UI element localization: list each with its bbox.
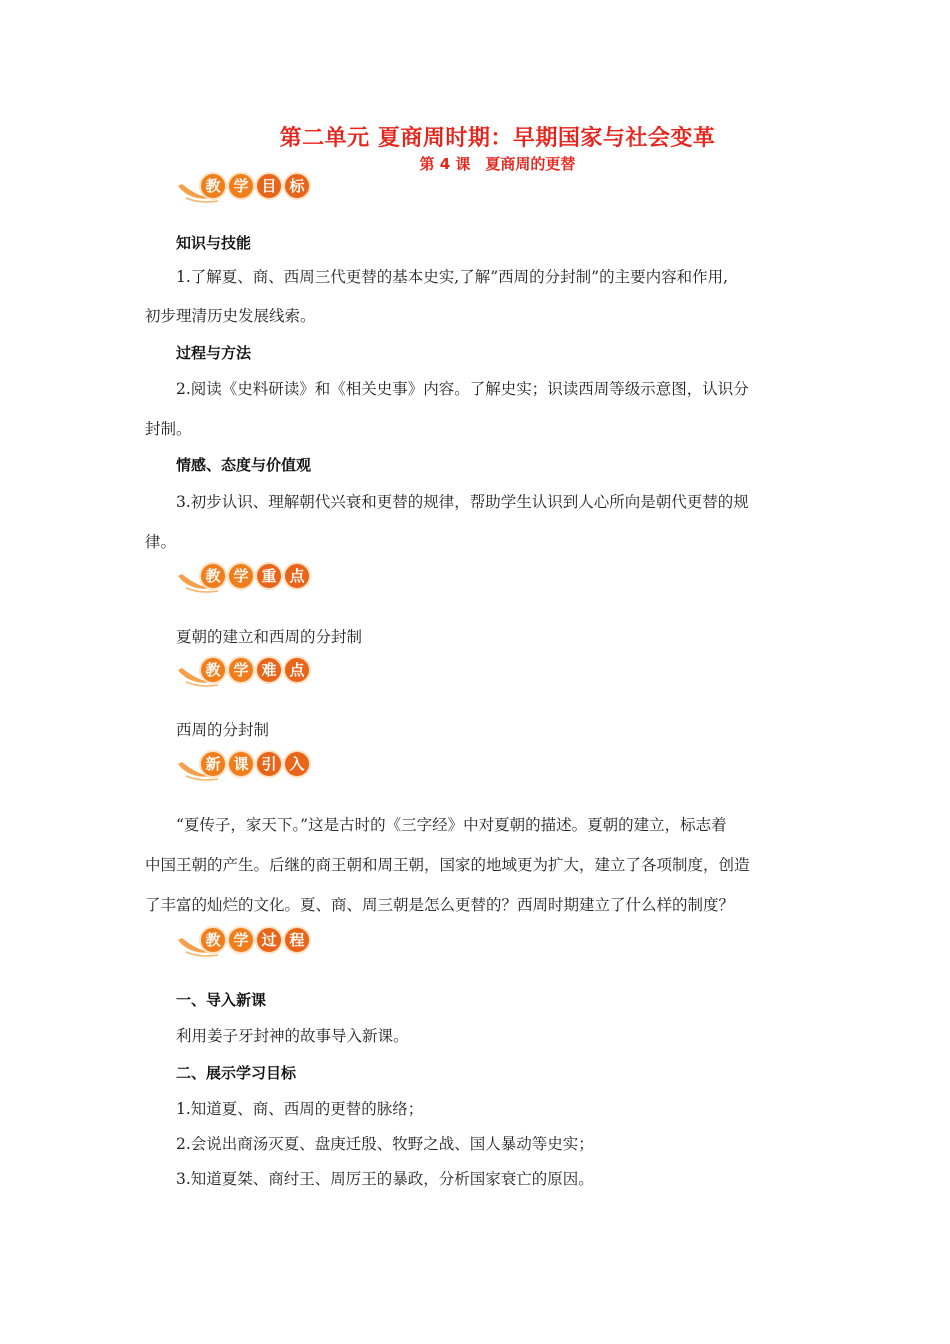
emotion-line-2: 律。	[145, 533, 177, 551]
badge-char: 学	[227, 656, 255, 684]
process-method-line-2: 封制。	[145, 420, 192, 438]
badge-char: 新	[199, 750, 227, 778]
badge-char: 入	[283, 750, 311, 778]
badge-char: 点	[283, 656, 311, 684]
badge-char: 标	[283, 172, 311, 200]
badge-process	[176, 926, 306, 960]
badge-char: 学	[227, 172, 255, 200]
badge-char: 引	[255, 750, 283, 778]
badge-difficulties	[176, 656, 306, 690]
unit-title: 第二单元 夏商周时期：早期国家与社会变革	[279, 126, 716, 151]
emotion-heading: 情感、态度与价值观	[176, 456, 312, 474]
badge-teaching-goals	[176, 172, 306, 206]
section-2-item-1: 1.知道夏、商、西周的更替的脉络；	[176, 1100, 424, 1118]
badge-char: 教	[199, 172, 227, 200]
intro-line-1: “夏传子，家天下。”这是古时的《三字经》中对夏朝的描述。夏朝的建立，标志着	[176, 816, 727, 834]
badge-char: 点	[283, 562, 311, 590]
key-points-text: 夏朝的建立和西周的分封制	[176, 628, 363, 646]
badge-char: 学	[227, 926, 255, 954]
badge-char: 学	[227, 562, 255, 590]
badge-char: 难	[255, 656, 283, 684]
section-1-text: 利用姜子牙封神的故事导入新课。	[176, 1027, 409, 1045]
difficulties-text: 西周的分封制	[176, 721, 270, 739]
section-2-heading: 二、展示学习目标	[176, 1064, 297, 1082]
badge-char: 过	[255, 926, 283, 954]
emotion-line-1: 3.初步认识、理解朝代兴衰和更替的规律，帮助学生认识到人心所向是朝代更替的规	[176, 493, 749, 511]
process-method-line-1: 2.阅读《史料研读》和《相关史事》内容。了解史实；识读西周等级示意图，认识分	[176, 380, 749, 398]
badge-char: 目	[255, 172, 283, 200]
section-2-item-2: 2.会说出商汤灭夏、盘庚迁殷、牧野之战、国人暴动等史实；	[176, 1135, 594, 1153]
section-1-heading: 一、导入新课	[176, 991, 267, 1009]
badge-char: 课	[227, 750, 255, 778]
lesson-title: 第 4 课 夏商周的更替	[419, 155, 576, 173]
badge-key-points	[176, 562, 306, 596]
knowledge-line-1: 1.了解夏、商、西周三代更替的基本史实,了解”西周的分封制”的主要内容和作用,	[176, 268, 728, 286]
badge-char: 教	[199, 656, 227, 684]
knowledge-heading: 知识与技能	[176, 234, 252, 252]
section-2-item-3: 3.知道夏桀、商纣王、周厉王的暴政，分析国家衰亡的原因。	[176, 1170, 594, 1188]
process-method-heading: 过程与方法	[176, 344, 252, 362]
intro-line-2: 中国王朝的产生。后继的商王朝和周王朝，国家的地域更为扩大，建立了各项制度，创造	[145, 856, 750, 874]
badge-char: 教	[199, 926, 227, 954]
badge-char: 重	[255, 562, 283, 590]
badge-char: 程	[283, 926, 311, 954]
badge-char: 教	[199, 562, 227, 590]
badge-intro	[176, 750, 306, 784]
intro-line-3: 了丰富的灿烂的文化。夏、商、周三朝是怎么更替的？西周时期建立了什么样的制度？	[145, 896, 735, 914]
knowledge-line-2: 初步理清历史发展线索。	[145, 307, 316, 325]
